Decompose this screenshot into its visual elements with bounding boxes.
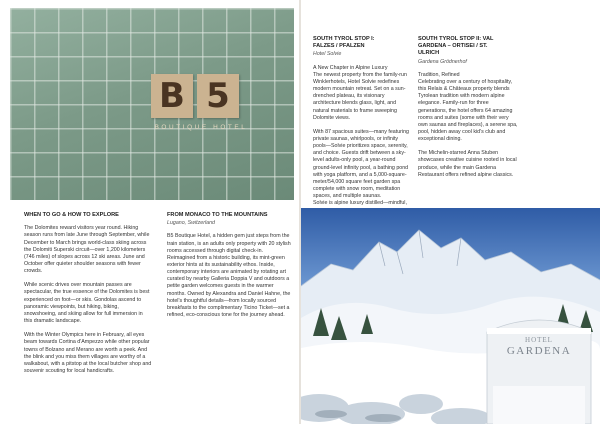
when-to-go-section: [24, 212, 152, 382]
monaco-subheading: Lugano, Switzerland: [167, 220, 215, 227]
monaco-paragraph: B5 Boutique Hotel, a hidden gem just steps from the train station, is an adults only property with 20 stylish rooms accessed through digital check-in. Reimagined from a historic building, its mint-green exterior hints at its sustainability ethos. Inside, contemporary interiors are animated by rotating art curated by nearby Galleria Doppia V and outdoors a petite garden welcomes guests in the warmer months. Owned by Alexandra and Daniel Hahne, the hotel's thoughtful details—from locally sourced breakfasts to the complimentary Ticino Ticket—set a refined, eco-conscious tone for the journey ahead.: [167, 233, 291, 319]
stop1-tagline: A New Chapter in Alpine Luxury: [313, 64, 388, 71]
logo-tile-5: 5: [197, 74, 239, 118]
sign-line-gardena: GARDENA: [506, 345, 572, 357]
logo-tile-b: B: [151, 74, 193, 118]
monaco-heading: FROM MONACO TO THE MOUNTAINS: [167, 212, 268, 218]
hotel-sign: [491, 326, 587, 376]
logo-subtitle: BOUTIQUE HOTEL: [154, 124, 248, 131]
stop1-paragraph-2: With 87 spacious suites—many featuring private saunas, whirlpools, or infinity pools—Solvie prioritizes space, serenity, and choice. Guests drift between a sky-level adults-only pool, a year-round ground-level infinity pool, a bathing pond with yoga platform, and a 5,000-square-meter/54,000 square feet garden spa complete with snow room, meditation spaces, and multiple saunas.: [313, 128, 409, 200]
stop2-heading-line-3: ULRICH: [418, 50, 440, 57]
stop2-paragraph-1: Celebrating over a century of hospitality, this Relais & Châteaux property blends Tyrolean tradition with modern alpine elegance. Family-run for three generations, the hotel offers 64 amazing rooms and suites (some with their very own saunas and fireplaces), a serene spa, pool, hidden away cool kid's club and exceptional dining.: [418, 78, 518, 143]
b5-hotel-wall-photo: [10, 8, 294, 200]
when-to-go-heading: WHEN TO GO & HOW TO EXPLORE: [24, 212, 119, 218]
stop2-tagline: Tradition, Refined: [418, 71, 460, 78]
stop2-paragraph-2: The Michelin-starred Anna Stuben showcases creative cuisine rooted in local produce, while the main Gardena Restaurant offers refined alpine classics.: [418, 150, 517, 178]
stop1-subheading: Hotel Solvie: [313, 51, 342, 58]
stop1-section: [313, 36, 410, 222]
stop1-heading-line-2: FALZES / PFALZEN: [313, 43, 365, 50]
monaco-section: [167, 212, 291, 326]
stop2-heading-line-2: GARDENA – ORTISEI / ST.: [418, 43, 488, 50]
when-to-go-paragraph-2: While scenic drives over mountain passes are spectacular, the true essence of the Dolomites is best experienced on foot—or skis. Gondolas ascend to panoramic viewpoints, but hiking, biking, snowshoeing, and skiing allow for full immersion in this dramatic landscape.: [24, 282, 150, 325]
stop2-heading-line-1: SOUTH TYROL STOP II: VAL: [418, 36, 494, 42]
when-to-go-paragraph-1: The Dolomites reward visitors year round. Hiking season runs from late June through September, while December to March brings world-class skiing across the Dolomiti Superski circuit—over 1,200 kilometers (746 miles) of slopes across 12 ski areas. June and October offer quieter shoulder seasons with fewer crowds.: [24, 225, 150, 275]
stop1-heading-line-1: SOUTH TYROL STOP I:: [313, 36, 375, 42]
sign-line-hotel: HOTEL: [525, 336, 553, 344]
stop2-section: [418, 36, 518, 186]
stop2-subheading: Gardena Grödnerhof: [418, 58, 467, 65]
gardena-snow-photo: [301, 208, 600, 424]
stop1-paragraph-1: The newest property from the family-run Winklerhotels, Hotel Solvie redefines modern mountain retreat. Set on a sun-drenched plateau, its visionary architecture blends glass, light, and natural materials to frame sweeping Dolomite views.: [313, 71, 407, 121]
stop1-paragraph-3: Solvie is alpine luxury distilled—mindful,: [313, 200, 407, 207]
when-to-go-paragraph-3: With the Winter Olympics here in February, all eyes beam towards Cortina d'Ampezzo while other popular towns of Bolzano and Merano are worth a peek. And the blink and you miss them villages are worthy of a walkabout, with a pitstop at the local butcher shop and souvenir scouting for local handicrafts.: [24, 332, 152, 375]
mountain-scene: [301, 208, 600, 424]
